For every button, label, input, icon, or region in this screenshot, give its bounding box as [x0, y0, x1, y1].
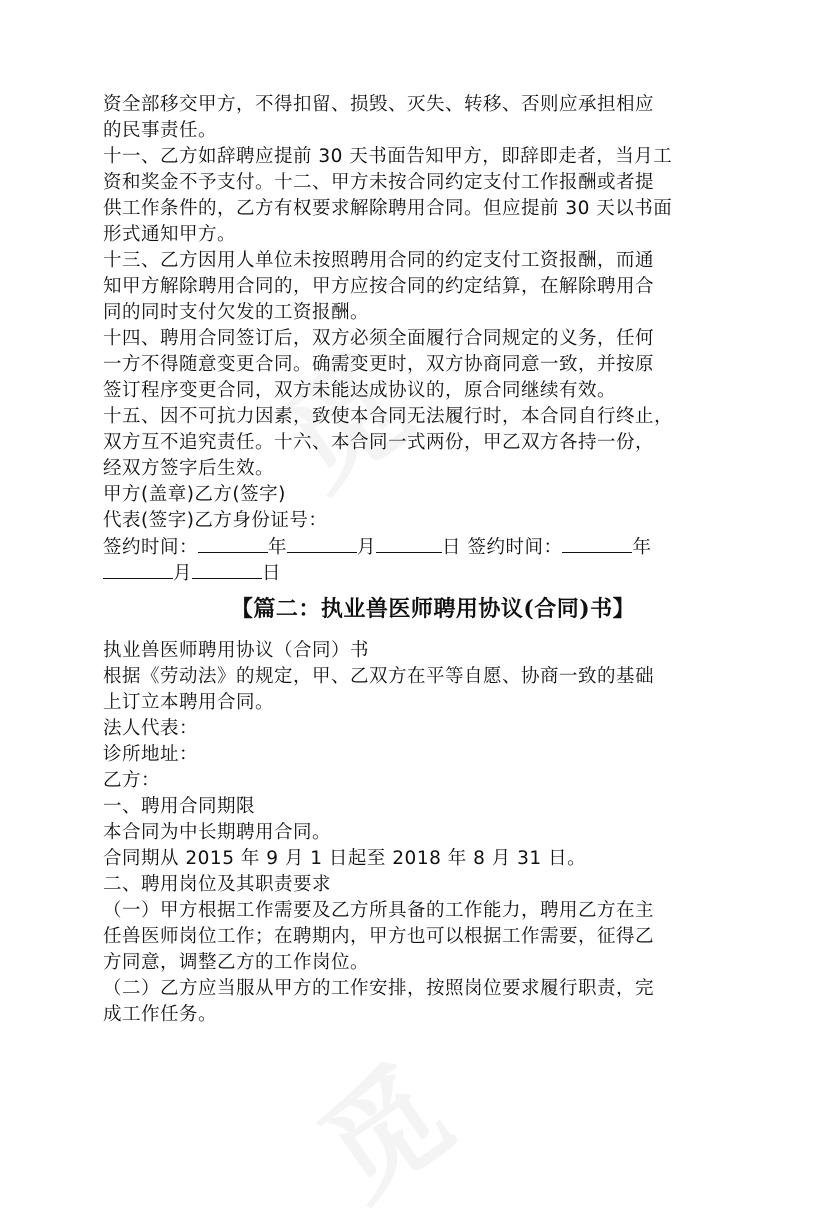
text-line: 的民事责任。	[103, 120, 218, 141]
sign-date-label: 签约时间：	[103, 537, 199, 558]
sign-date-label-2: 签约时间：	[461, 537, 563, 558]
signature-party-line: 甲方(盖章)乙方(签字)	[103, 484, 286, 505]
text-line: 本合同为中长期聘用合同。	[103, 822, 332, 843]
text-line: 任兽医师岗位工作；在聘期内，甲方也可以根据工作需要，征得乙	[103, 926, 655, 947]
text-line: 一方不得随意变更合同。确需变更时，双方协商同意一致，并按原	[103, 354, 655, 375]
text-line: 根据《劳动法》的规定，甲、乙双方在平等自愿、协商一致的基础	[103, 666, 655, 687]
text-line: 十五、因不可抗力因素，致使本合同无法履行时，本合同自行终止，	[103, 406, 674, 427]
year-blank	[198, 534, 268, 553]
year-label: 年	[268, 537, 288, 558]
sign-date-line	[103, 534, 763, 560]
clinic-address-line: 诊所地址：	[103, 744, 199, 765]
year-blank-2	[562, 534, 632, 553]
text-line: 资全部移交甲方，不得扣留、损毁、灭失、转移、否则应承担相应	[103, 94, 655, 115]
section-heading: 【篇二：执业兽医师聘用协议(合同)书】	[230, 596, 636, 622]
text-line: 上订立本聘用合同。	[103, 692, 275, 713]
text-line: 资和奖金不予支付。十二、甲方未按合同约定支付工作报酬或者提	[103, 172, 655, 193]
party-b-line: 乙方：	[103, 770, 161, 791]
month-blank-2	[103, 560, 173, 579]
clause-heading: 一、聘用合同期限	[103, 796, 256, 817]
day-blank	[376, 534, 442, 553]
sign-date-line-2	[103, 560, 763, 586]
text-line: 签订程序变更合同，双方未能达成协议的，原合同继续有效。	[103, 380, 617, 401]
month-label: 月	[357, 537, 377, 558]
year-label-2: 年	[632, 537, 652, 558]
text-line: （一）甲方根据工作需要及乙方所具备的工作能力，聘用乙方在主	[103, 900, 655, 921]
month-label-2: 月	[173, 563, 193, 584]
text-line: 同的同时支付欠发的工资报酬。	[103, 302, 370, 323]
document-page	[103, 92, 763, 1028]
watermark	[282, 1021, 479, 1231]
day-label-2: 日	[262, 563, 282, 584]
text-line: （二）乙方应当服从甲方的工作安排，按照岗位要求履行职责，完	[103, 978, 655, 999]
month-blank	[287, 534, 357, 553]
text-line: 形式通知甲方。	[103, 224, 237, 245]
day-blank-2	[192, 560, 262, 579]
text-line: 十一、乙方如辞聘应提前 30 天书面告知甲方，即辞即走者，当月工	[103, 146, 673, 167]
text-line: 方同意，调整乙方的工作岗位。	[103, 952, 370, 973]
contract-period-line: 合同期从 2015 年 9 月 1 日起至 2018 年 8 月 31 日。	[103, 848, 587, 869]
text-line: 双方互不追究责任。十六、本合同一式两份，甲乙双方各持一份，	[103, 432, 655, 453]
day-label: 日	[442, 537, 462, 558]
text-line: 知甲方解除聘用合同的，甲方应按合同的约定结算，在解除聘用合	[103, 276, 655, 297]
text-line: 成工作任务。	[103, 1004, 218, 1025]
text-line: 供工作条件的，乙方有权要求解除聘用合同。但应提前 30 天以书面	[103, 198, 673, 219]
text-line: 十三、乙方因用人单位未按照聘用合同的约定支付工资报酬，而通	[103, 250, 655, 271]
text-line: 经双方签字后生效。	[103, 458, 275, 479]
legal-rep-line: 法人代表：	[103, 718, 199, 739]
section-2	[103, 638, 763, 1028]
signature-rep-line: 代表(签字)乙方身份证号：	[103, 510, 328, 531]
section-1	[103, 92, 763, 586]
clause-heading: 二、聘用岗位及其职责要求	[103, 874, 332, 895]
text-line: 十四、聘用合同签订后，双方必须全面履行合同规定的义务，任何	[103, 328, 655, 349]
contract-title: 执业兽医师聘用协议（合同）书	[103, 640, 370, 661]
